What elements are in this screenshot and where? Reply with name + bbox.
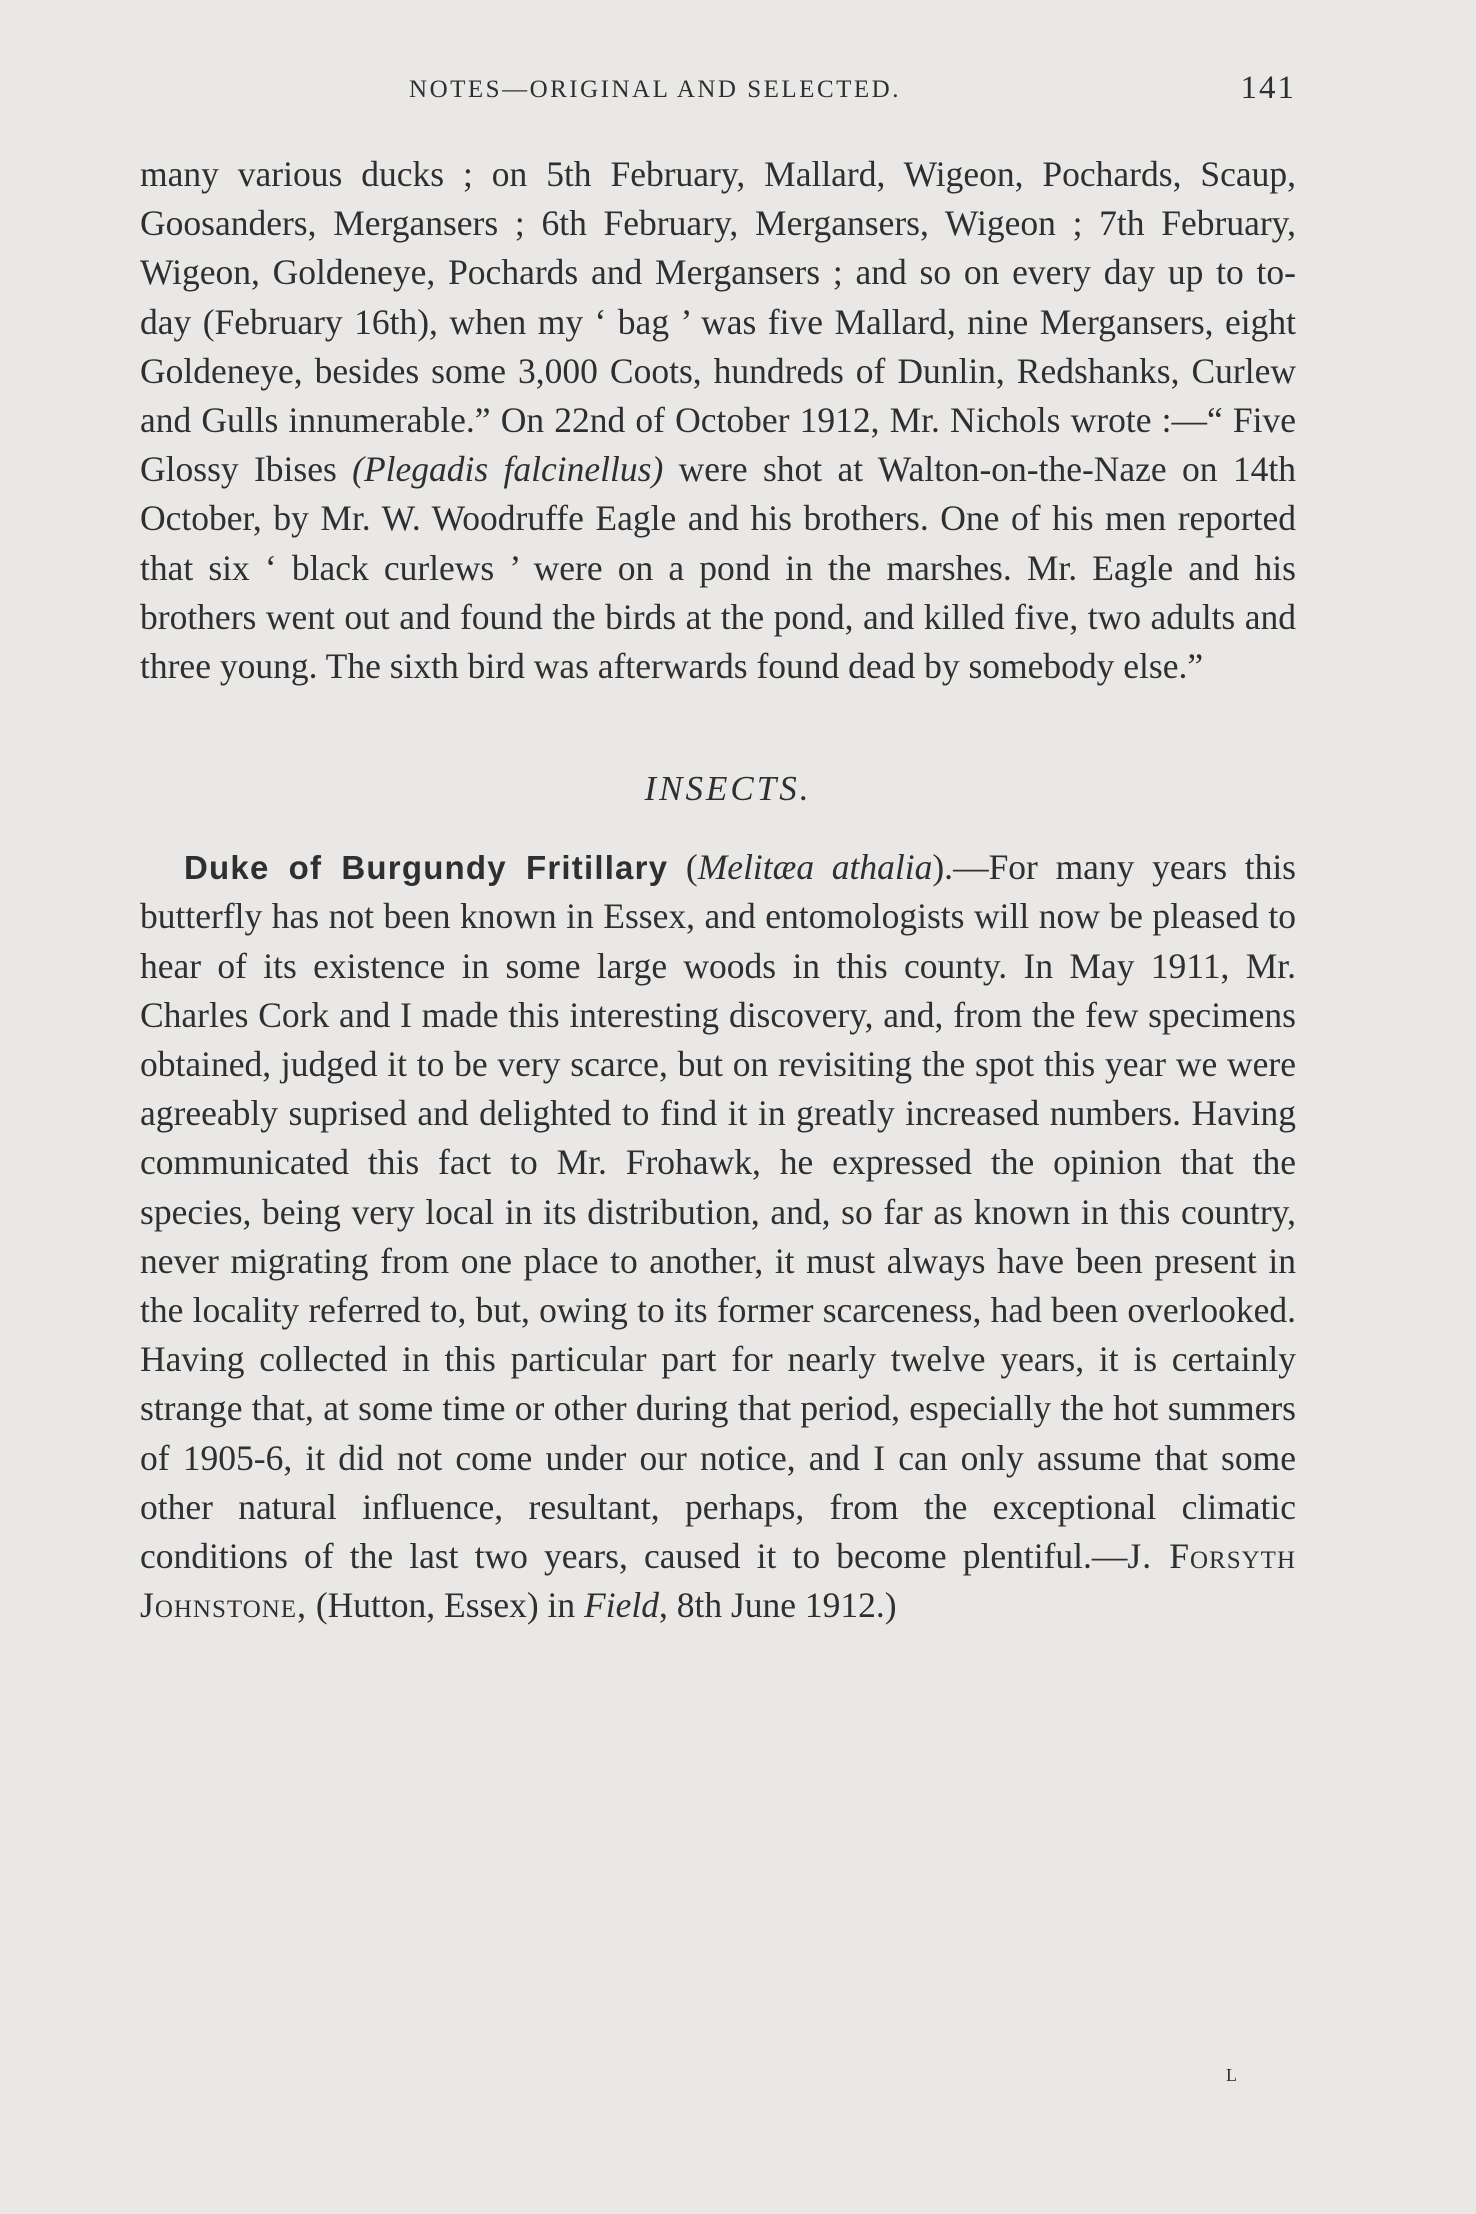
insects-paragraph: [140, 843, 1296, 1630]
body-text: [140, 150, 1296, 1630]
insects-paragraph-text: —For many years this butterfly has not been known in Essex, and entomologists will now be pleased to hear of its existence in some large woods in this county. In May 1911, Mr. Charles Cork and I made this interesting discovery, and, from the few specimens obtained, judged it to be very scarce, but on revisiting the spot this year we were agreeably suprised and delighted to find it in greatly increased numbers. Having communicated this fact to Mr. Frohawk, he expressed the opinion that the species, being very local in its distribution, and, so far as known in this country, never migrating from one place to another, it must always have been present in the locality referred to, but, owing to its former scarceness, had been overlooked. Having collected in this particular part for nearly twelve years, it is certainly strange that, at some time or other during that period, especially the hot summers of 1905-6, it did not come under our notice, and I can only assume that some other natural influence, resultant, perhaps, from the exceptional climatic conditions of the last two years, caused it to become plentiful.—: [140, 847, 1296, 1577]
birds-paragraph-text-end: were shot at Walton-on-the-Naze on 14th October, by Mr. W. Woodruffe Eagle and his brothers. One of his men reported that six ‘ black curlews ’ were on a pond in the marshes. Mr. Eagle and his brothers went out and found the birds at the pond, and killed five, two adults and three young. The sixth bird was afterwards found dead by somebody else.”: [140, 449, 1296, 687]
author-name: J. Forsyth Johnstone,: [140, 1536, 1296, 1626]
species-open: (: [668, 847, 698, 888]
signature-mark: L: [1226, 2065, 1238, 2085]
ibis-species-name: (Plegadis falcinellus): [352, 449, 664, 490]
birds-paragraph-text: many various ducks ; on 5th February, Mallard, Wigeon, Pochards, Scaup, Goosanders, Mergansers ; 6th February, Mergansers, Wigeon ; 7th February, Wigeon, Goldeneye, Pochards and Mergansers ; and so on every day up to to-day (February 16th), when my ‘ bag ’ was five Mallard, nine Mergansers, eight Goldeneye, besides some 3,000 Coots, hundreds of Dunlin, Redshanks, Curlew and Gulls innumerable.” On 22nd of October 1912, Mr. Nichols wrote :—“ Five Glossy Ibises: [140, 154, 1296, 490]
author-location: (Hutton, Essex) in: [306, 1585, 585, 1626]
running-title: NOTES—ORIGINAL AND SELECTED.: [409, 76, 901, 103]
section-heading-insects: INSECTS.: [644, 769, 812, 809]
birds-paragraph: [140, 150, 1296, 691]
species-close: ).: [932, 847, 954, 888]
species-name: Melitæa athalia: [697, 847, 933, 888]
source-publication: Field: [584, 1585, 659, 1626]
source-date: , 8th June 1912.): [658, 1585, 897, 1626]
entry-title: Duke of Burgundy Fritillary: [184, 849, 669, 887]
running-head: [140, 70, 1300, 110]
page-number: 141: [1240, 70, 1296, 106]
